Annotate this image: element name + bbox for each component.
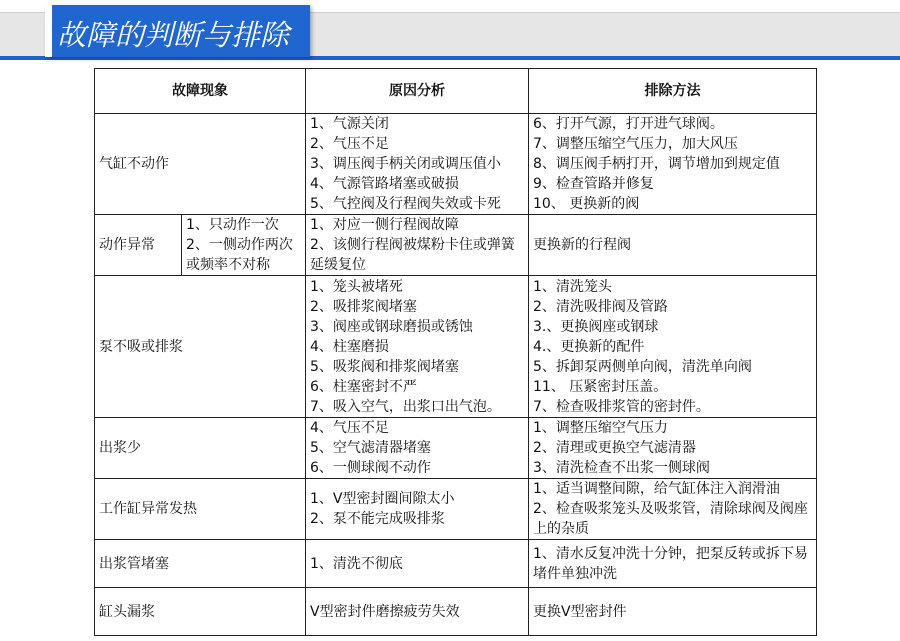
table-row bbox=[95, 479, 817, 540]
cause-cell bbox=[306, 588, 529, 636]
fix-cell bbox=[529, 588, 817, 636]
fix-cell-line: 4.、更换新的配件 bbox=[533, 338, 645, 355]
fix-cell bbox=[529, 114, 817, 215]
cause-cell bbox=[306, 418, 529, 479]
symptom-cell: 动作异常 bbox=[95, 215, 182, 276]
fix-cell bbox=[529, 215, 817, 276]
symptom-detail-cell-line: 2、一侧动作两次或频率不对称 bbox=[186, 237, 293, 273]
fix-cell-line: 10、 更换新的阀 bbox=[533, 196, 640, 212]
header-fix: 排除方法 bbox=[529, 69, 817, 114]
table-row bbox=[95, 215, 817, 276]
fix-cell bbox=[529, 540, 817, 588]
symptom-detail-cell bbox=[182, 215, 306, 276]
symptom-cell: 缸头漏浆 bbox=[95, 588, 306, 636]
cause-cell-line: 2、气压不足 bbox=[310, 136, 389, 152]
cause-cell-line: 5、气控阀及行程阀失效或卡死 bbox=[310, 196, 501, 212]
title-accent-strip bbox=[45, 5, 52, 57]
fix-cell-line: 7、调整压缩空气压力，加大风压 bbox=[533, 136, 738, 152]
cause-cell-line: 4、气源管路堵塞或破损 bbox=[310, 176, 459, 192]
fix-cell-line: 1、清水反复冲洗十分钟，把泵反转或拆下易堵件单独冲洗 bbox=[533, 545, 808, 582]
cause-cell bbox=[306, 540, 529, 588]
table-header-row bbox=[95, 69, 817, 114]
fix-cell-line: 1、适当调整间隙，给气缸体注入润滑油 bbox=[533, 481, 780, 497]
fix-cell-line: 7、检查吸排浆管的密封件。 bbox=[533, 398, 710, 415]
cause-cell-line: 5、吸浆阀和排浆阀堵塞 bbox=[310, 358, 459, 375]
cause-cell-line: 1、气源关闭 bbox=[310, 116, 389, 132]
cause-cell-line: 1、对应一侧行程阀故障 bbox=[310, 217, 459, 233]
fix-cell bbox=[529, 276, 817, 418]
header-cause: 原因分析 bbox=[306, 69, 529, 114]
cause-cell-line: 4、柱塞磨损 bbox=[310, 338, 389, 355]
symptom-cell: 出浆少 bbox=[95, 418, 306, 479]
table-row bbox=[95, 276, 817, 418]
table-row bbox=[95, 588, 817, 636]
cause-cell-line: 2、吸排浆阀堵塞 bbox=[310, 298, 417, 315]
cause-cell-line: 6、一侧球阀不动作 bbox=[310, 460, 431, 476]
fix-cell bbox=[529, 418, 817, 479]
cause-cell-line: 2、该侧行程阀被煤粉卡住或弹簧延缓复位 bbox=[310, 237, 515, 273]
page-title: 故障的判断与排除 bbox=[57, 18, 290, 52]
symptom-cell: 出浆管堵塞 bbox=[95, 540, 306, 588]
cause-cell-line: 4、气压不足 bbox=[310, 420, 389, 436]
fix-cell-line: 更换V型密封件 bbox=[533, 603, 627, 620]
cause-cell-line: 3、阀座或钢球磨损或锈蚀 bbox=[310, 318, 473, 335]
fix-cell bbox=[529, 479, 817, 540]
cause-cell-line: V型密封件磨擦疲劳失效 bbox=[310, 603, 460, 620]
fix-cell-line: 3.、更换阀座或钢球 bbox=[533, 318, 659, 335]
troubleshooting-table bbox=[94, 68, 817, 636]
fix-cell-line: 5、拆卸泵两侧单向阀，清洗单向阀 bbox=[533, 358, 752, 375]
cause-cell-line: 6、柱塞密封不严 bbox=[310, 378, 417, 395]
cause-cell-line: 7、吸入空气，出浆口出气泡。 bbox=[310, 398, 501, 415]
cause-cell bbox=[306, 276, 529, 418]
fix-cell-line: 1、调整压缩空气压力 bbox=[533, 420, 668, 436]
cause-cell bbox=[306, 215, 529, 276]
symptom-cell: 泵不吸或排浆 bbox=[95, 276, 306, 418]
cause-cell bbox=[306, 479, 529, 540]
fix-cell-line: 1、清洗笼头 bbox=[533, 278, 612, 295]
fix-cell-line: 2、清洗吸排阀及管路 bbox=[533, 298, 668, 315]
table-row bbox=[95, 540, 817, 588]
cause-cell-line: 1、V型密封圈间隙太小 bbox=[310, 491, 455, 507]
symptom-cell: 工作缸异常发热 bbox=[95, 479, 306, 540]
table-row bbox=[95, 418, 817, 479]
fix-cell-line: 9、检查管路并修复 bbox=[533, 176, 654, 192]
symptom-cell: 气缸不动作 bbox=[95, 114, 306, 215]
fix-cell-line: 更换新的行程阀 bbox=[533, 237, 631, 253]
table-row bbox=[95, 114, 817, 215]
cause-cell-line: 1、笼头被堵死 bbox=[310, 278, 403, 295]
fix-cell-line: 11、 压紧密封压盖。 bbox=[533, 378, 668, 395]
cause-cell bbox=[306, 114, 529, 215]
fix-cell-line: 8、调压阀手柄打开，调节增加到规定值 bbox=[533, 156, 780, 172]
cause-cell-line: 3、调压阀手柄关闭或调压值小 bbox=[310, 156, 501, 172]
cause-cell-line: 5、空气滤清器堵塞 bbox=[310, 440, 431, 456]
fix-cell-line: 2、清理或更换空气滤清器 bbox=[533, 440, 696, 456]
cause-cell-line: 1、清洗不彻底 bbox=[310, 555, 403, 572]
cause-cell-line: 2、泵不能完成吸排浆 bbox=[310, 511, 445, 527]
fix-cell-line: 6、打开气源，打开进气球阀。 bbox=[533, 116, 724, 132]
header-symptom: 故障现象 bbox=[95, 69, 306, 114]
symptom-detail-cell-line: 1、只动作一次 bbox=[186, 217, 279, 233]
fix-cell-line: 2、检查吸浆笼头及吸浆管，清除球阀及阀座上的杂质 bbox=[533, 501, 808, 537]
title-box bbox=[45, 5, 310, 57]
fix-cell-line: 3、清洗检查不出浆一侧球阀 bbox=[533, 460, 710, 476]
